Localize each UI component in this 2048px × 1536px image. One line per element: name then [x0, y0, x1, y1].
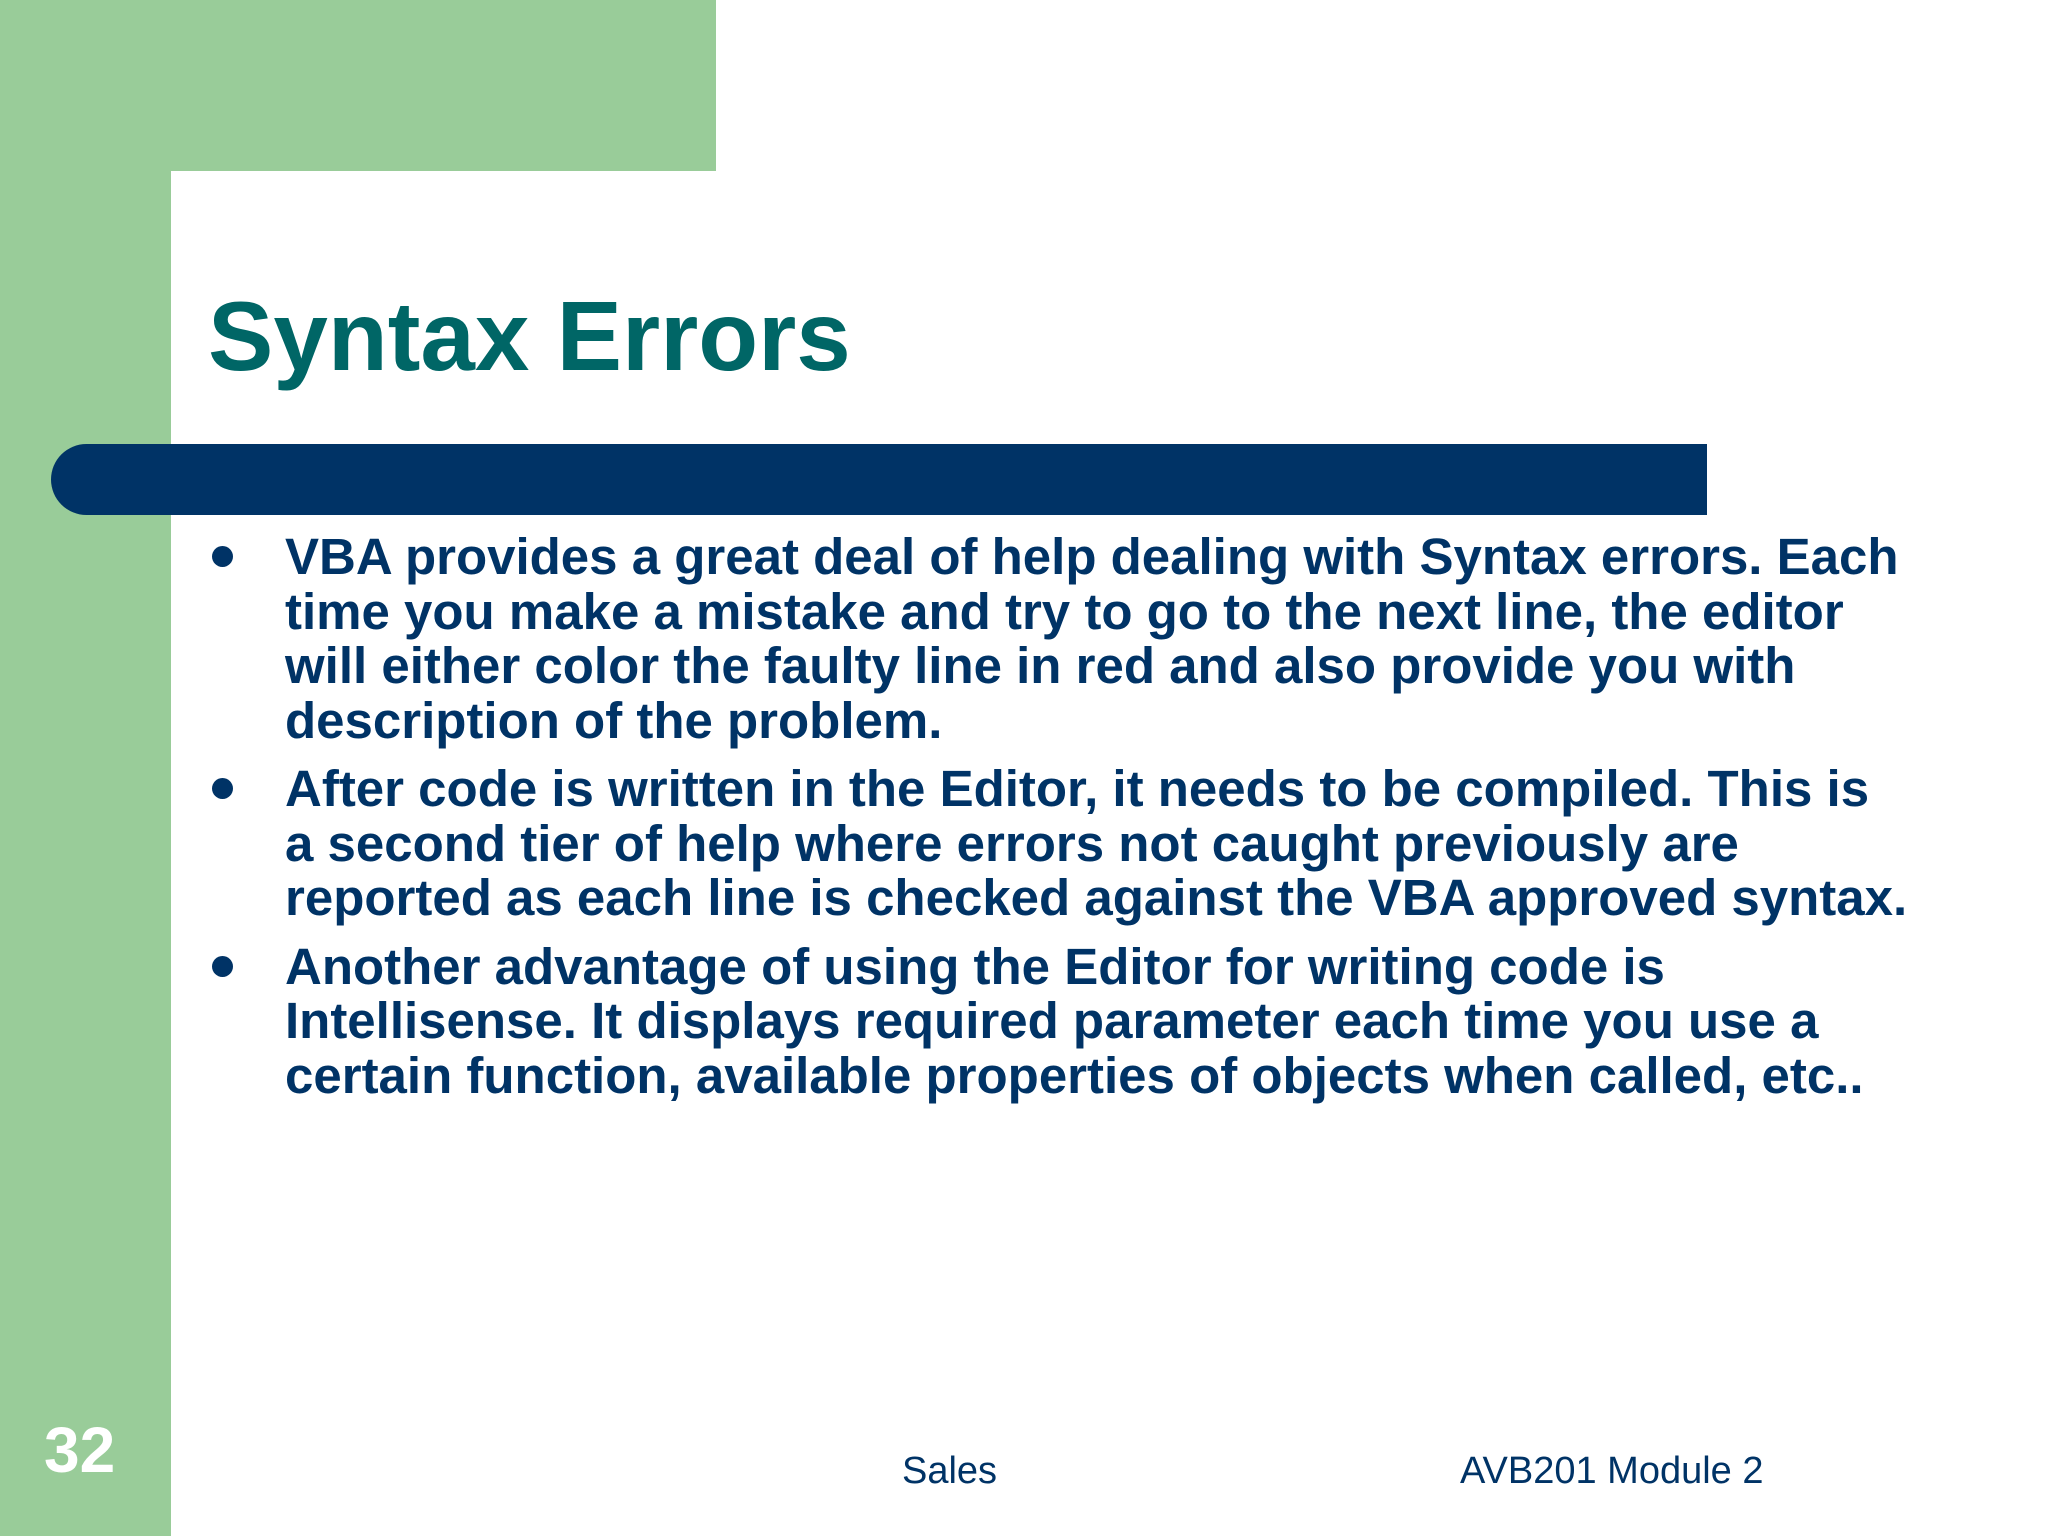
bullet-dot-icon — [212, 546, 233, 567]
green-left-band — [0, 0, 171, 1536]
bullet-text: After code is written in the Editor, it needs to be compiled. This is a second tier of help where errors not caught previously are reported as each line is checked against the VBA approved syntax. — [285, 760, 1908, 926]
bullet-text: Another advantage of using the Editor for writing code is Intellisense. It displays required parameter each time you use a certain function, available properties of objects when called, etc.. — [285, 937, 1864, 1104]
bullet-dot-icon — [212, 778, 233, 799]
bullet-list — [208, 530, 1908, 1117]
bullet-text: VBA provides a great deal of help dealing with Syntax errors. Each time you make a mistake and try to go to the next line, the editor will either color the faulty line in red and also provide you with description of the problem. — [285, 528, 1899, 749]
title-underline-bar — [51, 444, 1707, 515]
bullet-item — [208, 937, 1908, 1104]
slide-title: Syntax Errors — [208, 281, 851, 391]
green-top-band — [0, 0, 716, 171]
bullet-item — [208, 530, 1908, 748]
page-number: 32 — [44, 1414, 116, 1486]
footer-center-text: Sales — [902, 1450, 998, 1492]
bullet-item — [208, 762, 1908, 926]
bullet-dot-icon — [212, 956, 233, 977]
footer-right-text: AVB201 Module 2 — [1460, 1450, 1764, 1492]
